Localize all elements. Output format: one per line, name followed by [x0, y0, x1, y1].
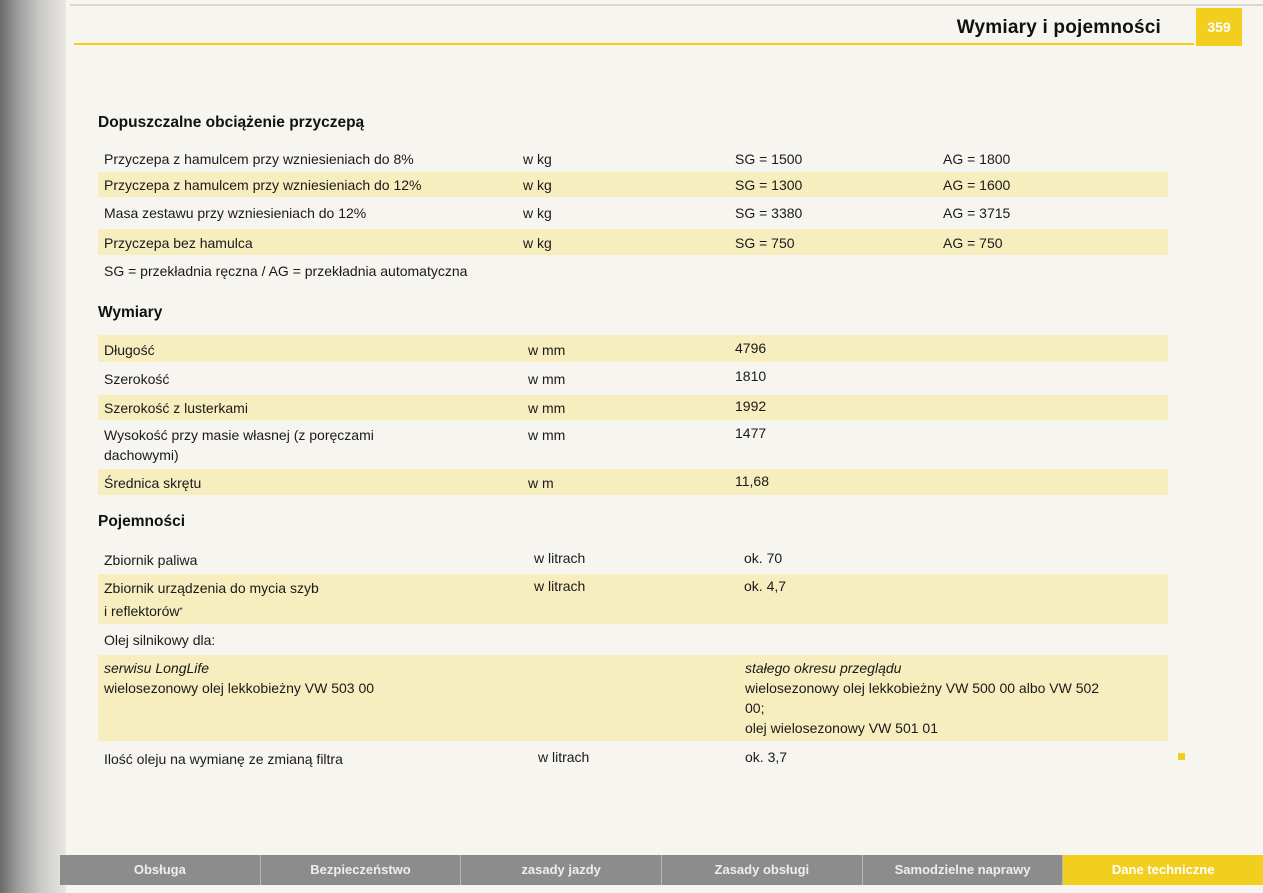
page-title: Wymiary i pojemności — [956, 17, 1161, 38]
table-row — [98, 545, 1168, 573]
table-row — [98, 365, 1168, 392]
table-row — [98, 423, 1168, 467]
row-label: Średnica skrętu — [104, 475, 202, 491]
section-title-capacities: Pojemności — [98, 513, 185, 530]
row-label: Szerokość — [104, 371, 170, 387]
row-label: Długość — [104, 342, 155, 358]
row-value: 4796 — [735, 340, 767, 356]
row-value: ok. 3,7 — [745, 749, 788, 765]
top-edge — [70, 4, 1263, 6]
row-unit: w litrach — [534, 578, 586, 594]
table-row — [98, 172, 1168, 197]
chapter-tab-zasady-jazdy[interactable]: zasady jazdy — [461, 855, 662, 885]
row-label-line1: Wysokość przy masie własnej (z poręczami — [104, 427, 374, 443]
table-row — [98, 229, 1168, 255]
table-row — [98, 201, 1168, 225]
oil-spec-left: wielosezonowy olej lekkobieżny VW 503 00 — [104, 680, 375, 696]
chapter-nav — [60, 855, 1263, 885]
row-label-line2 — [104, 602, 183, 620]
row-unit: w litrach — [538, 749, 590, 765]
row-label-line1: Zbiornik urządzenia do mycia szyb — [104, 580, 319, 596]
row-label: Przyczepa bez hamulca — [104, 235, 253, 251]
row-value-ag: AG = 1600 — [943, 177, 1011, 193]
row-value-ag: AG = 3715 — [943, 205, 1011, 221]
row-unit: w m — [528, 475, 554, 491]
transmission-note: SG = przekładnia ręczna / AG = przekładnia automatyczna — [104, 263, 468, 279]
row-value-sg: SG = 3380 — [735, 205, 803, 221]
row-label: Przyczepa z hamulcem przy wzniesieniach do 8% — [104, 151, 414, 167]
row-unit: w litrach — [534, 550, 586, 566]
footnote-marker: * — [179, 606, 183, 615]
row-label: Masa zestawu przy wzniesieniach do 12% — [104, 205, 367, 221]
row-value: ok. 4,7 — [744, 578, 787, 594]
book-spine-shadow — [0, 0, 66, 893]
row-label: Ilość oleju na wymianę ze zmianą filtra — [104, 751, 343, 767]
chapter-tab-samodzielne-naprawy[interactable]: Samodzielne naprawy — [863, 855, 1064, 885]
row-unit: w mm — [528, 342, 566, 358]
oil-spec-right-line1: wielosezonowy olej lekkobieżny VW 500 00 albo VW 502 — [745, 680, 1100, 696]
chapter-tab-zasady-obslugi[interactable]: Zasady obsługi — [662, 855, 863, 885]
table-row — [98, 574, 1168, 624]
row-unit: w mm — [528, 400, 566, 416]
row-unit: w kg — [523, 151, 552, 167]
chapter-tab-dane-techniczne[interactable]: Dane techniczne — [1063, 855, 1263, 885]
row-value-sg: SG = 1500 — [735, 151, 803, 167]
table-row — [98, 395, 1168, 420]
oil-spec-right-line2: 00; — [745, 700, 765, 716]
row-label: Olej silnikowy dla: — [104, 632, 216, 648]
row-label: Przyczepa z hamulcem przy wzniesieniach do 12% — [104, 177, 422, 193]
row-value-ag: AG = 750 — [943, 235, 1003, 251]
chapter-tab-obsluga[interactable]: Obsługa — [60, 855, 261, 885]
row-value-sg: SG = 1300 — [735, 177, 803, 193]
oil-spec-right-line3: olej wielosezonowy VW 501 01 — [745, 720, 938, 736]
row-label: Szerokość z lusterkami — [104, 400, 248, 416]
row-value: 1477 — [735, 425, 767, 441]
table-row — [98, 655, 1168, 741]
row-label-line2: dachowymi) — [104, 447, 179, 463]
chapter-tab-bezpieczenstwo[interactable]: Bezpieczeństwo — [261, 855, 462, 885]
row-value-ag: AG = 1800 — [943, 151, 1011, 167]
row-unit: w kg — [523, 205, 552, 221]
oil-service-type-right: stałego okresu przeglądu — [745, 660, 902, 676]
row-unit: w mm — [528, 371, 566, 387]
table-row — [98, 627, 1168, 653]
row-value: 1992 — [735, 398, 767, 414]
table-row — [98, 148, 1168, 170]
end-of-section-marker — [1178, 753, 1185, 760]
row-unit: w kg — [523, 235, 552, 251]
row-unit: w kg — [523, 177, 552, 193]
row-unit: w mm — [528, 427, 566, 443]
table-row — [98, 744, 1168, 770]
row-label: Zbiornik paliwa — [104, 552, 198, 568]
section-title-dimensions: Wymiary — [98, 304, 163, 321]
row-label-line2-text: i reflektorów — [104, 603, 180, 619]
row-value: 11,68 — [735, 473, 769, 489]
row-value-sg: SG = 750 — [735, 235, 795, 251]
table-row — [98, 469, 1168, 495]
row-value: 1810 — [735, 368, 767, 384]
oil-service-type-left: serwisu LongLife — [104, 660, 210, 676]
header-divider — [74, 43, 1194, 45]
row-value: ok. 70 — [744, 550, 783, 566]
section-title-trailer-load: Dopuszczalne obciążenie przyczepą — [98, 114, 365, 131]
page-number: 359 — [1196, 8, 1242, 46]
table-row — [98, 335, 1168, 362]
